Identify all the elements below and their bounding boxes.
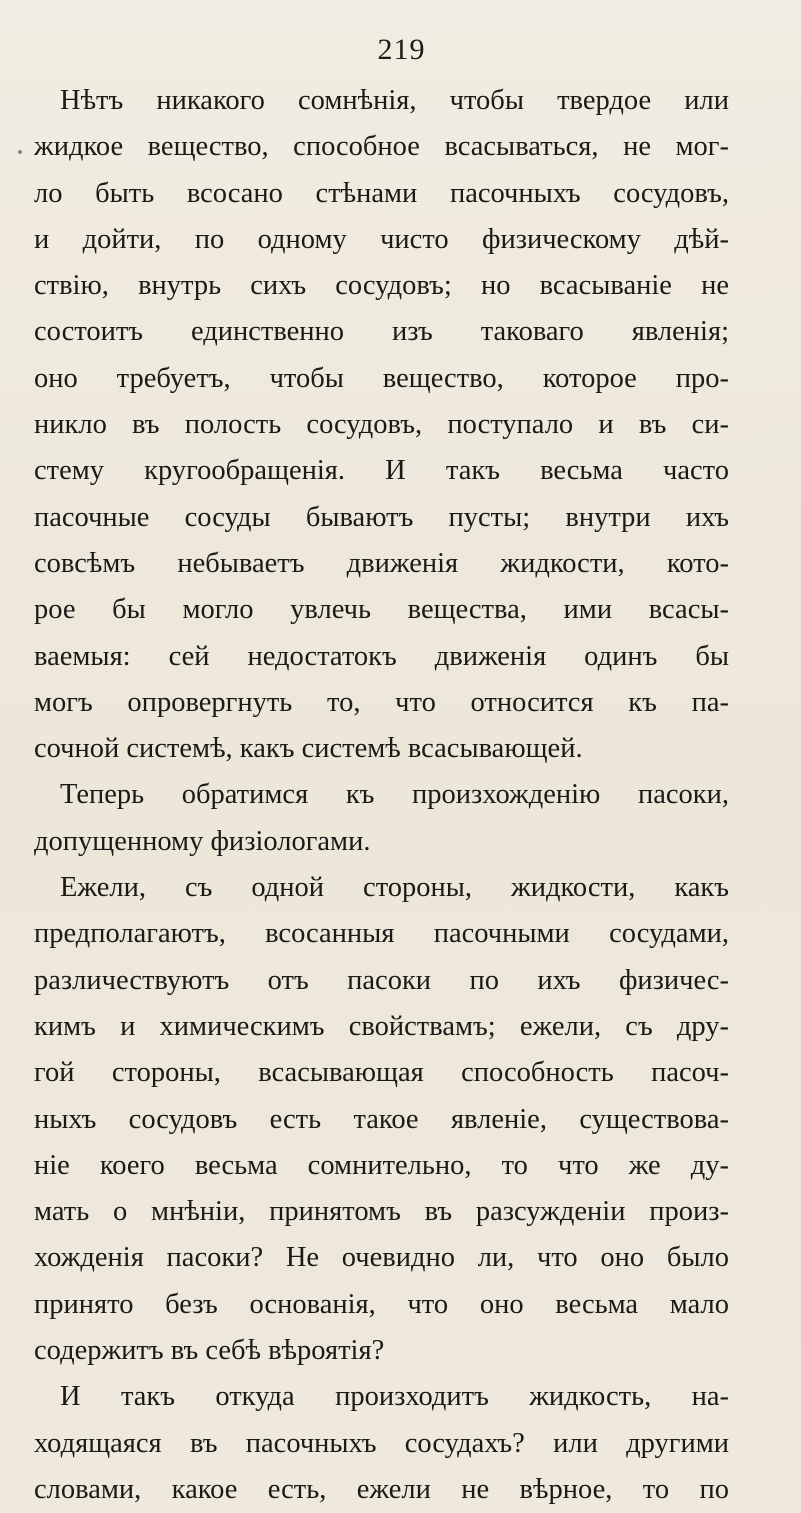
text-line: различествуютъ отъ пасоки по ихъ физичес- — [34, 964, 729, 996]
text-line: гой стороны, всасывающая способность пасоч- — [34, 1057, 729, 1089]
text-line: кимъ и химическимъ свойствамъ; ежели, съ дру- — [34, 1010, 729, 1042]
paragraph-1 — [34, 78, 729, 772]
text-line: ніе коего весьма сомнительно, то что же ду- — [34, 1149, 729, 1181]
text-line: оно требуетъ, чтобы вещество, которое про- — [34, 362, 729, 394]
paragraph-3 — [34, 865, 729, 1374]
text-line: допущенному физіологами. — [34, 825, 371, 857]
text-line: рое бы могло увлечь вещества, ими всасы- — [34, 594, 729, 626]
page-number: 219 — [377, 33, 426, 66]
text-line: принято безъ основанія, что оно весьма мало — [34, 1288, 729, 1320]
text-line: хожденія пасоки? Не очевидно ли, что оно было — [34, 1242, 729, 1274]
text-line: стему кругообращенія. И такъ весьма часто — [34, 455, 729, 487]
text-line: состоитъ единственно изъ таковаго явленія; — [34, 316, 729, 348]
text-line: Нѣтъ никакого сомнѣнія, чтобы твердое или — [60, 85, 729, 116]
text-line: предполагаютъ, всосанныя пасочными сосудами, — [34, 918, 729, 950]
paragraph-4 — [34, 1374, 729, 1513]
text-line: мать о мнѣніи, принятомъ въ разсужденіи произ- — [34, 1196, 729, 1228]
text-line: совсѣмъ небываетъ движенія жидкости, кото- — [34, 547, 729, 579]
text-line: жидкое вещество, способное всасываться, не мог- — [34, 131, 729, 163]
text-line: ствію, внутрь сихъ сосудовъ; но всасываніе не — [34, 270, 729, 302]
text-line: пасочные сосуды бываютъ пусты; внутри ихъ — [34, 501, 729, 533]
text-line: ло быть всосано стѣнами пасочныхъ сосудовъ, — [34, 177, 729, 209]
text-line: Теперь обратимся къ произхожденію пасоки, — [60, 779, 729, 811]
text-line: содержитъ въ себѣ вѣроятія? — [34, 1335, 385, 1367]
paper-speck — [18, 150, 22, 154]
text-line: и дойти, по одному чисто физическому дѣй- — [34, 223, 729, 255]
text-line: сочной системѣ, какъ системѣ всасывающей. — [34, 733, 583, 765]
text-line: никло въ полость сосудовъ, поступало и въ си- — [34, 409, 729, 441]
paragraph-2 — [34, 772, 729, 865]
text-line: могъ опровергнуть то, что относится къ па- — [34, 686, 729, 718]
text-line: И такъ откуда произходитъ жидкость, на- — [60, 1381, 729, 1413]
text-line: ваемыя: сей недостатокъ движенія одинъ бы — [34, 640, 729, 672]
text-line: словами, какое есть, ежели не вѣрное, то по — [34, 1473, 729, 1505]
text-line: ходящаяся въ пасочныхъ сосудахъ? или другими — [34, 1427, 729, 1459]
text-line: Ежели, съ одной стороны, жидкости, какъ — [60, 872, 729, 904]
text-line: ныхъ сосудовъ есть такое явленіе, существова- — [34, 1103, 729, 1135]
